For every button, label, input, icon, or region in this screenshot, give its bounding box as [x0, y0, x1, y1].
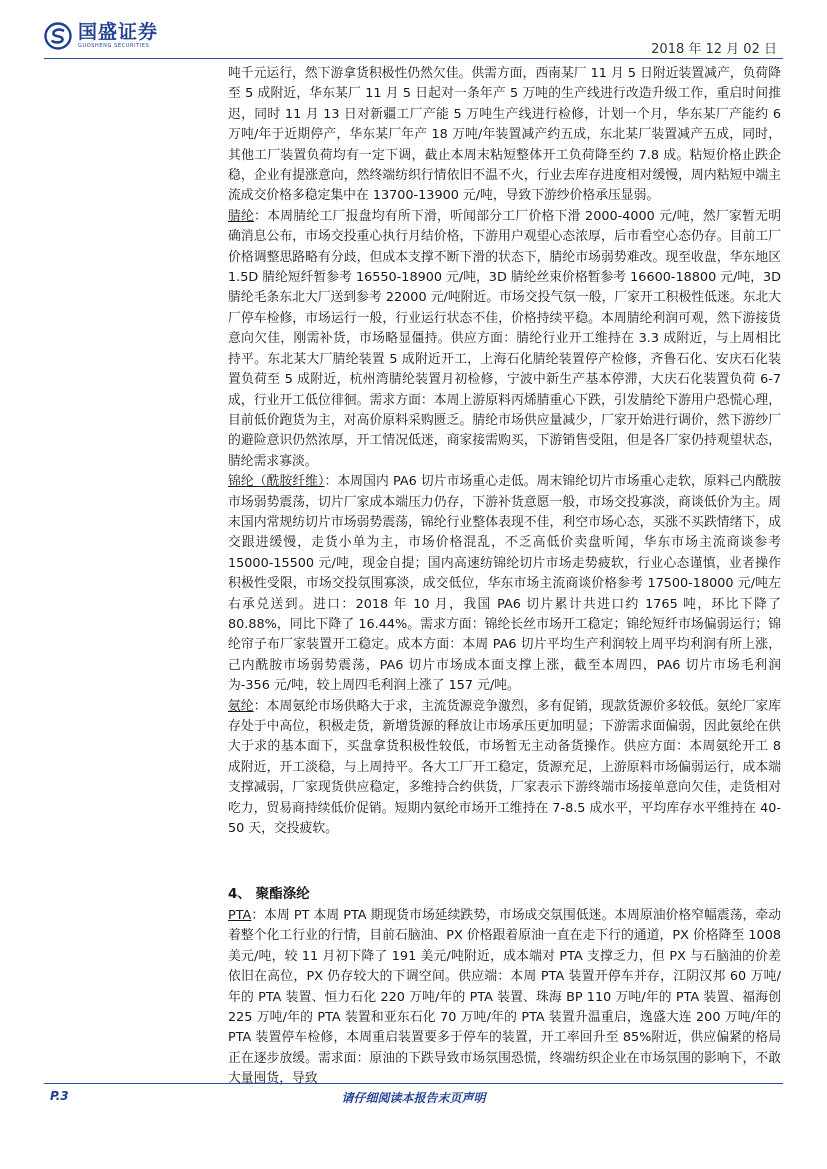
main-content — [228, 64, 781, 839]
spandex-text: ：本周氨纶市场供略大于求，主流货源竞争激烈，多有促销，现款货源价多较低。氨纶厂家库存处于中高位，积极走货，新增货源的释放让市场承压更加明显；下游需求面偏弱，因此氨纶在供大于求的基本面下，买盘拿货积极性较低，市场暂无主动备货操作。供应方面：本周氨纶开工 8 成附近，开工淡稳，与上周持平。各大工厂开工稳定，货源充足，上游原料市场偏弱运行，成本端支撑减弱，厂家现货供应稳定，多维持合约供货，厂家表示下游终端市场接单意向欠佳，走货相对吃力，贸易商持续低价促销。短期内氨纶市场开工维持在 7-8.5 成水平，平均库存水平维持在 40-50 天，交投疲软。 — [228, 698, 782, 837]
report-date: 2018 年 12 月 02 日 — [651, 42, 777, 57]
nylon-paragraph — [228, 472, 781, 696]
pta-text: ：本周 PT 本周 PTA 期现货市场延续跌势，市场成交氛围低迷。本周原油价格窄幅震荡，牵动着整个化工行业的行情，目前石脑油、PX 价格跟着原油一直在走下行的通道，PX 价格降至 1008 美元/吨，较 11 月初下降了 191 美元/吨附近，成本端对 PTA 支撑乏力，但 PX 与石脑油的价差依旧在高位，PX 仍存较大的下调空间。供应端：本周 PTA 装置开停车并存，江阴汉邦 60 万吨/年的 PTA 装置、恒力石化 220 万吨/年的 PTA 装置、珠海 BP 110 万吨/年的 PTA 装置、福海创 225 万吨/年的 PTA 装置和亚东石化 70 万吨/年的 PTA 装置升温重启，逸盛大连 200 万吨/年的 PTA 装置停车检修，本周重启装置要多于停车的装置，开工率回升至 85%附近，供应偏紧的格局正在逐步放缓。需求面：原油的下跌导致市场氛围恐慌，终端纺织企业在市场氛围的影响下，不敢大量囤货，导致 — [228, 908, 781, 1087]
pta-paragraph — [228, 906, 781, 1090]
nylon-label: 锦纶（酰胺纤维） — [228, 474, 325, 490]
acrylic-paragraph — [228, 207, 781, 472]
spandex-paragraph — [228, 697, 781, 840]
nylon-text: ：本周国内 PA6 切片市场重心走低。周末锦纶切片市场重心走软，原料己内酰胺市场弱势震荡，切片厂家成本端压力仍存，下游补货意愿一般，市场交投寡淡，商谈低价为主。周末国内常规纺切片市场弱势震荡，锦纶行业整体表现不佳，利空市场心态，买涨不买跌情绪下，成交跟进缓慢，走货小单为主，市场价格混乱，不乏高低价卖盘听闻，华东市场主流商谈参考 15000-15500 元/吨，现金自提；国内高速纺锦纶切片市场走势疲软，行业心态谨慎，业者操作积极性受限，市场交投氛围寡淡，成交低位，华东市场主流商谈价格参考 17500-18000 元/吨左右承兑送到。进口：2018 年 10 月，我国 PA6 切片累计共进口约 1765 吨，环比下降了 80.88%，同比下降了 16.44%。需求方面：锦纶长丝市场开工稳定；锦纶短纤市场偏弱运行；锦纶帘子布厂家装置开工稳定。成本方面：本周 PA6 切片平均生产利润较上周平均利润有所上涨，己内酰胺市场弱势震荡，PA6 切片市场成本面支撑上涨，截至本周四，PA6 切片市场毛利润为-356 元/吨，较上周四毛利润上涨了 157 元/吨。 — [228, 474, 781, 694]
logo-name: 国盛证券 — [78, 21, 159, 43]
spandex-label: 氨纶 — [228, 698, 254, 714]
header-divider — [44, 58, 783, 59]
pta-label: PTA — [228, 908, 252, 923]
page-number: P.3 — [50, 1089, 69, 1103]
section-heading: 4、 聚酯涤纶 — [228, 886, 310, 902]
pta-section — [228, 906, 781, 1090]
company-logo — [44, 22, 158, 50]
logo-icon — [44, 22, 72, 50]
page-header — [0, 0, 827, 60]
footer-divider — [44, 1083, 783, 1084]
disclaimer-note: 请仔细阅读本报告末页声明 — [341, 1091, 486, 1105]
viscose-paragraph: 吨千元运行，然下游拿货积极性仍然欠佳。供需方面，西南某厂 11 月 5 日附近装置减产，负荷降至 5 成附近，华东某厂 11 月 5 日起对一条年产 5 万吨的生产线进行改造升级工作，重启时间推迟，同时 11 月 13 日对新疆工厂产能 5 万吨生产线进行检修，计划一个月，华东某厂产能约 6 万吨/年于近期停产，华东某厂年产 18 万吨/年装置减产约五成，东北某厂装置减产五成，同时，其他工厂装置负荷均有一定下调，截止本周末粘短整体开工负荷降至约 7.8 成。粘短价格止跌企稳，企业有提涨意向，然终端纺织行情依旧不温不火，行业去库存进度相对缓慢，周内粘短中端主流成交价格多稳定集中在 13700-13900 元/吨，导致下游纱价格承压显弱。 — [228, 66, 781, 204]
logo-subtitle: GUOSHENG SECURITIES — [78, 43, 150, 49]
acrylic-label: 腈纶 — [228, 208, 255, 224]
acrylic-text: ：本周腈纶工厂报盘均有所下滑，听闻部分工厂价格下滑 2000-4000 元/吨，然厂家暂无明确消息公布，市场交投重心执行月结价格，下游用户观望心态浓厚，后市看空心态仍存。目前工厂价格调整思路略有分歧，但成本支撑不断下滑的状态下，腈纶市场弱势难改。现至收盘，华东地区 1.5D 腈纶短纤暂参考 16550-18900 元/吨，3D 腈纶丝束价格暂参考 16600-18800 元/吨，3D 腈纶毛条东北大厂送到参考 22000 元/吨附近。市场交投气氛一般，厂家开工积极性低迷。东北大厂停车检修，市场运行一般，行业运行状态不佳，价格持续平稳。本周腈纶利润可观，然下游接货意向欠佳，刚需补货，市场略显僵持。供应方面：腈纶行业开工维持在 3.3 成附近，与上周相比持平。东北某大厂腈纶装置 5 成附近开工，上海石化腈纶装置停产检修，齐鲁石化、安庆石化装置负荷至 5 成附近，杭州湾腈纶装置月初检修，宁波中新生产基本停滞，大庆石化装置负荷 6-7 成，行业开工低位徘徊。需求方面：本周上游原料丙烯腈重心下跌，引发腈纶下游用户恐慌心理，目前低价跑货为主，对高价原料采购匮乏。腈纶市场供应量减少，厂家开始进行调价，然下游纱厂的避险意识仍然浓厚，开工情况低迷，商家接需购买，下游销售受阻，但是各厂家仍持观望状态，腈纶需求寡淡。 — [228, 208, 782, 469]
